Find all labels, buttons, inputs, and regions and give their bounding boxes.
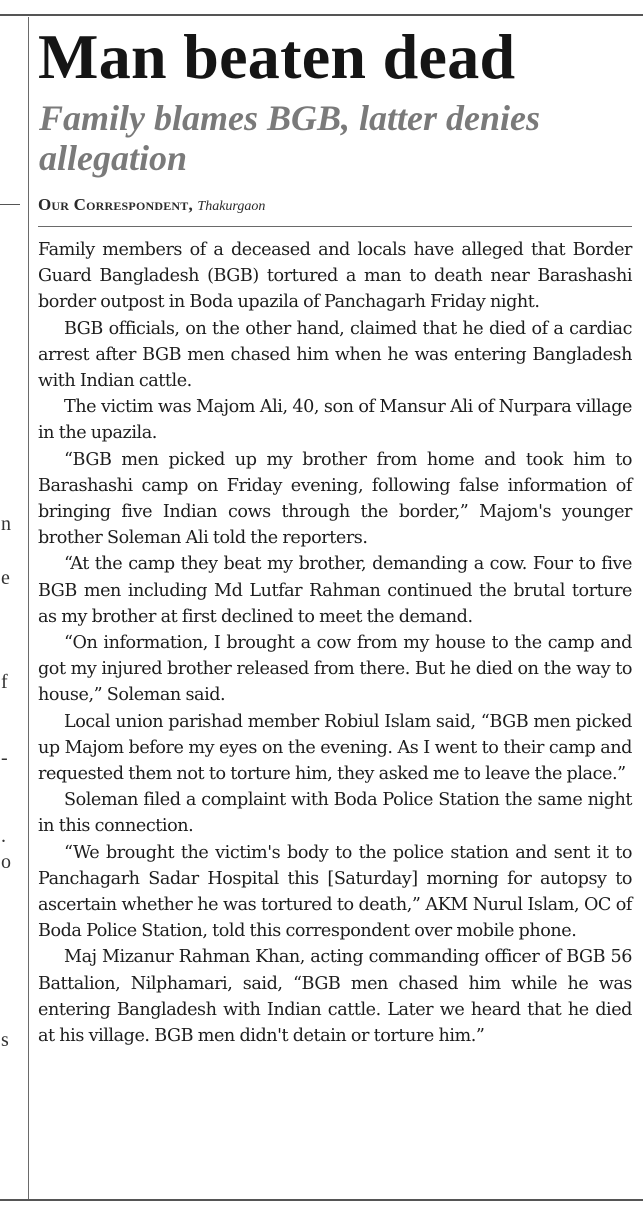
- article-paragraph: “We brought the victim's body to the police station and sent it to Panchagarh Sadar Hospital this [Saturday] morning for autopsy to ascertain whether he was tortured to death,” AKM Nurul Islam, OC of Boda Police Station, told this correspondent over mobile phone.: [38, 842, 632, 942]
- article-paragraph: “On information, I brought a cow from my house to the camp and got my injured brother released from there. But he died on the way to house,” Soleman said.: [38, 633, 632, 706]
- byline: [38, 196, 632, 216]
- news-article: [38, 22, 632, 1049]
- article-paragraph: BGB officials, on the other hand, claimed that he died of a cardiac arrest after BGB men chased him when he was entering Bangladesh with Indian cattle.: [38, 318, 632, 392]
- article-paragraph: “At the camp they beat my brother, demanding a cow. Four to five BGB men including Md Lutfar Rahman continued the brutal torture as my brother at first declined to meet the demand.: [38, 554, 632, 627]
- left-column-fragment: f: [1, 671, 8, 693]
- byline-author: Our Correspondent,: [38, 195, 193, 214]
- article-paragraph: Family members of a deceased and locals have alleged that Border Guard Bangladesh (BGB) tortured a man to death near Barashashi border outpost in Boda upazila of Panchagarh Friday night.: [38, 240, 632, 313]
- byline-rule: [38, 226, 632, 227]
- article-paragraph: Soleman filed a complaint with Boda Police Station the same night in this connection.: [38, 790, 632, 837]
- top-rule: [0, 14, 643, 16]
- bottom-rule: [0, 1199, 643, 1201]
- headline: Man beaten dead: [38, 21, 516, 92]
- article-paragraph: Maj Mizanur Rahman Khan, acting commanding officer of BGB 56 Battalion, Nilphamari, said, “BGB men chased him while he was entering Bangladesh with Indian cattle. Later we heard that he died at his village. BGB men didn't detain or torture him.”: [38, 947, 632, 1047]
- left-column-fragment: e: [1, 567, 10, 589]
- article-paragraph: “BGB men picked up my brother from home and took him to Barashashi camp on Friday evening, following false information of bringing five Indian cows through the border,” Majom's younger brother Soleman Ali told the reporters.: [38, 449, 632, 549]
- left-column-rule: [0, 204, 20, 205]
- column-divider: [28, 17, 29, 1199]
- left-column-fragment: s: [1, 1029, 9, 1051]
- left-column-fragment: o: [1, 851, 11, 873]
- left-column-fragment: n: [1, 513, 11, 535]
- subheadline: Family blames BGB, latter denies allegation: [39, 98, 540, 178]
- article-paragraph: The victim was Majom Ali, 40, son of Mansur Ali of Nurpara village in the upazila.: [38, 397, 632, 444]
- byline-location: Thakurgaon: [197, 199, 266, 214]
- article-body: [38, 237, 632, 1049]
- left-column-fragment: .: [1, 825, 6, 847]
- article-paragraph: Local union parishad member Robiul Islam said, “BGB men picked up Majom before my eyes on the evening. As I went to their camp and requested them not to torture him, they asked me to leave the place.”: [38, 711, 632, 785]
- left-column-fragment: -: [1, 747, 8, 769]
